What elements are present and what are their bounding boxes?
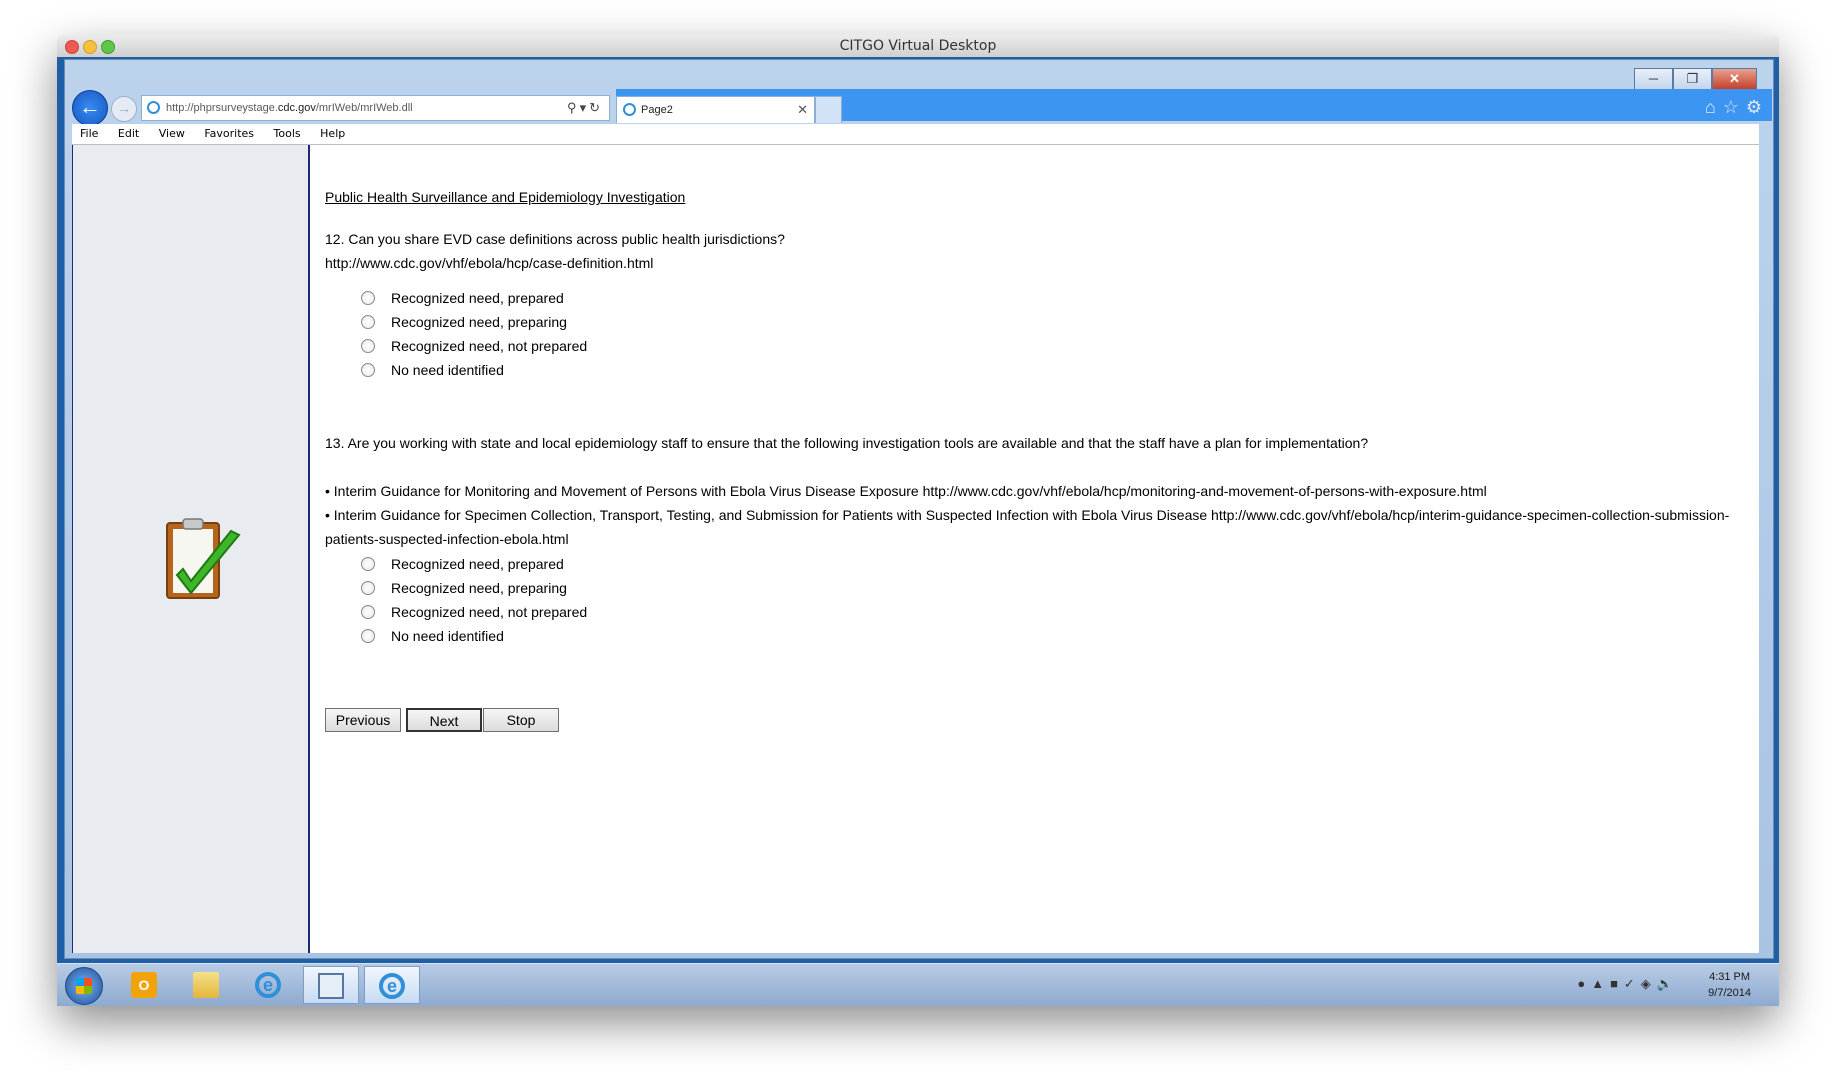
- windows-taskbar: [57, 963, 1779, 1006]
- home-favorites-settings-icons[interactable]: ⌂☆⚙: [1704, 97, 1769, 117]
- ie-page-icon: [147, 101, 160, 114]
- radio-button[interactable]: [361, 557, 375, 571]
- new-tab-button[interactable]: [815, 96, 842, 123]
- taskbar-remote-desktop[interactable]: [303, 966, 359, 1004]
- start-button[interactable]: [65, 967, 103, 1005]
- file-explorer-icon: [193, 972, 219, 998]
- address-url: http://phprsurveystage.cdc.gov/mrIWeb/mrIWeb.dll: [166, 102, 413, 114]
- outlook-icon: O: [131, 972, 157, 998]
- windows-logo-icon: [76, 978, 92, 994]
- internet-explorer-active-icon: e: [379, 973, 405, 999]
- radio-button[interactable]: [361, 291, 375, 305]
- survey-sidebar: [72, 145, 310, 953]
- close-button[interactable]: ✕: [1712, 68, 1757, 90]
- tab-title: Page2: [641, 104, 673, 116]
- remote-desktop-icon: [318, 973, 344, 999]
- menu-help[interactable]: Help: [320, 127, 346, 140]
- radio-button[interactable]: [361, 339, 375, 353]
- taskbar-internet-explorer[interactable]: [241, 966, 297, 1004]
- radio-button[interactable]: [361, 629, 375, 643]
- question-12-text: 12. Can you share EVD case definitions across public health jurisdictions?: [325, 231, 785, 247]
- menu-tools[interactable]: Tools: [273, 127, 301, 140]
- stop-button[interactable]: Stop: [483, 708, 559, 732]
- close-tab-icon[interactable]: ✕: [797, 102, 808, 117]
- internet-explorer-icon: e: [255, 972, 281, 998]
- ie-tab-icon: [623, 103, 636, 116]
- radio-button[interactable]: [361, 315, 375, 329]
- restore-button[interactable]: ❐: [1673, 68, 1712, 90]
- tab-page2[interactable]: [616, 96, 815, 123]
- radio-button[interactable]: [361, 605, 375, 619]
- window-title: CITGO Virtual Desktop: [839, 38, 997, 54]
- clock-date: 9/7/2014: [1708, 987, 1751, 999]
- previous-button[interactable]: Previous: [325, 708, 401, 732]
- mac-titlebar: [57, 35, 1779, 58]
- menu-bar: [72, 124, 1759, 145]
- question-13-text: 13. Are you working with state and local epidemiology staff to ensure that the following investigation tools are available and that the staff have a plan for implementation?: [325, 435, 1369, 451]
- taskbar-outlook[interactable]: [117, 966, 173, 1004]
- browser-window-controls: [1634, 68, 1757, 90]
- search-refresh-icon[interactable]: ⚲▾↻: [567, 100, 603, 115]
- next-button[interactable]: Next: [406, 708, 482, 732]
- forward-button[interactable]: →: [111, 96, 137, 122]
- question-13-bullet-1: • Interim Guidance for Monitoring and Movement of Persons with Ebola Virus Disease Exposure http://www.cdc.gov/vhf/ebola/hcp/monitoring-and-movement-of-persons-with-exposure.html: [325, 483, 1487, 499]
- system-tray-icons[interactable]: ●▲■✓◈🔈: [1577, 976, 1679, 991]
- menu-edit[interactable]: Edit: [117, 127, 140, 140]
- radio-button[interactable]: [361, 363, 375, 377]
- question-12-link: http://www.cdc.gov/vhf/ebola/hcp/case-definition.html: [325, 255, 654, 271]
- question-12: [325, 227, 1745, 275]
- minimize-button[interactable]: ─: [1634, 68, 1673, 90]
- question-13-bullet-2: • Interim Guidance for Specimen Collection, Transport, Testing, and Submission for Patients with Suspected Infection with Ebola Virus Disease http://www.cdc.gov/vhf/ebola/hcp/interim-guidance-specimen-collection-submission-patients-suspected-infection-ebola.html: [325, 507, 1730, 547]
- back-button[interactable]: ←: [72, 90, 108, 126]
- taskbar-explorer[interactable]: [179, 966, 235, 1004]
- address-bar[interactable]: [141, 95, 610, 121]
- question-13-bullets: [325, 479, 1745, 551]
- taskbar-internet-explorer-active[interactable]: [364, 966, 420, 1004]
- question-13: [325, 431, 1745, 455]
- clipboard-checkmark-icon: [157, 515, 247, 610]
- menu-file[interactable]: File: [80, 127, 99, 140]
- clock-time: 4:31 PM: [1709, 971, 1751, 983]
- radio-button[interactable]: [361, 581, 375, 595]
- menu-view[interactable]: View: [158, 127, 185, 140]
- section-title: Public Health Surveillance and Epidemiology Investigation: [325, 189, 686, 205]
- taskbar-clock[interactable]: [1708, 969, 1751, 1001]
- menu-favorites[interactable]: Favorites: [204, 127, 255, 140]
